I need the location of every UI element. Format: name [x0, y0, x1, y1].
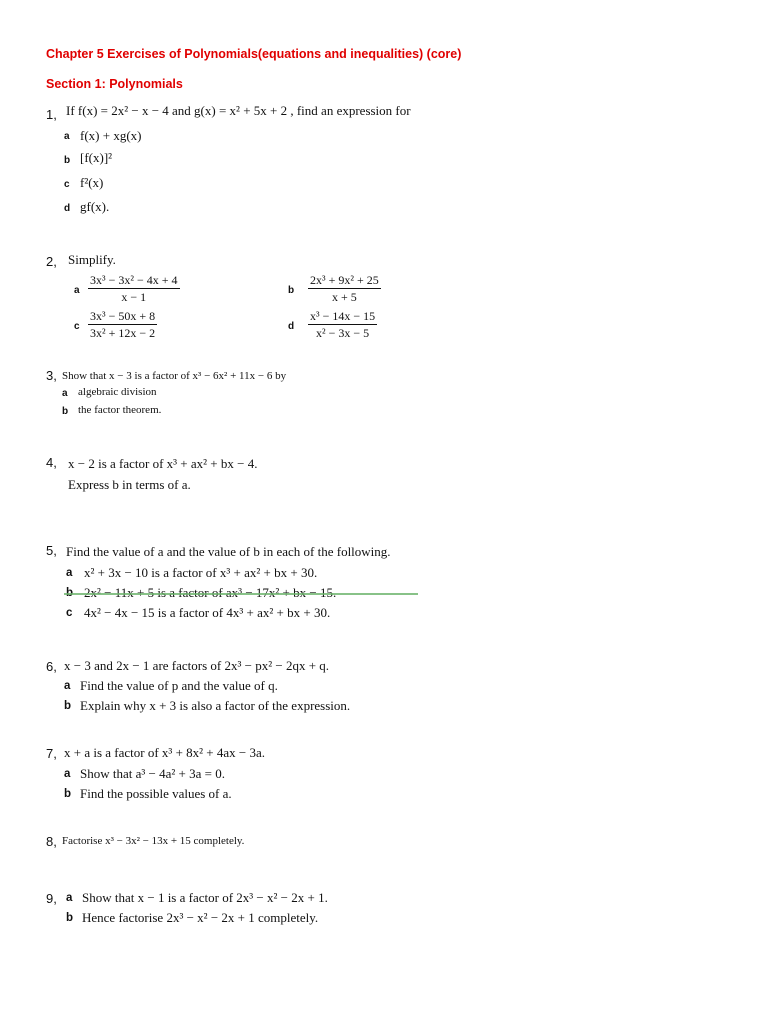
- q8-number: 8,: [46, 834, 57, 849]
- q7b-text: Find the possible values of a.: [80, 786, 232, 801]
- q9a-label: a: [66, 892, 73, 904]
- q9-number: 9,: [46, 891, 57, 906]
- q5b-strikethrough: [64, 593, 418, 595]
- q7a-text: Show that a³ − 4a² + 3a = 0.: [80, 766, 225, 781]
- q5c-text: 4x² − 4x − 15 is a factor of 4x³ + ax² + bx + 30.: [84, 605, 331, 620]
- q2d-label: d: [288, 321, 295, 332]
- q1c-label: c: [64, 179, 70, 190]
- q9b-label: b: [66, 912, 74, 924]
- q2d-numerator: x³ − 14x − 15: [310, 309, 376, 323]
- q5a-text: x² + 3x − 10 is a factor of x³ + ax² + bx + 30.: [84, 565, 318, 580]
- q5c-label: c: [66, 607, 73, 619]
- q7a-label: a: [64, 768, 71, 780]
- q6-stem: x − 3 and 2x − 1 are factors of 2x³ − px² − 2qx + q.: [64, 658, 330, 673]
- q2d-fraction: [308, 308, 377, 341]
- q7b-label: b: [64, 788, 72, 800]
- q3-stem: Show that x − 3 is a factor of x³ − 6x² + 11x − 6 by: [62, 370, 287, 382]
- q1c-text: f²(x): [80, 175, 104, 190]
- q5-number: 5,: [46, 543, 57, 558]
- q2a-denominator: x − 1: [121, 290, 147, 304]
- q2a-numerator: 3x³ − 3x² − 4x + 4: [90, 273, 178, 287]
- q2b-fraction: [308, 272, 381, 305]
- q2c-fraction: [88, 308, 157, 341]
- q6-number: 6,: [46, 659, 57, 674]
- q2a-label: a: [74, 285, 80, 296]
- q7-number: 7,: [46, 746, 57, 761]
- q3a-text: algebraic division: [78, 386, 157, 398]
- q2b-numerator: 2x³ + 9x² + 25: [310, 273, 379, 287]
- q4-number: 4,: [46, 455, 57, 470]
- q4-line2: Express b in terms of a.: [68, 477, 191, 492]
- q6a-label: a: [64, 680, 71, 692]
- q1a-label: a: [64, 131, 70, 142]
- q5a-label: a: [66, 567, 73, 579]
- q5-stem: Find the value of a and the value of b in each of the following.: [66, 544, 391, 559]
- q8-stem: Factorise x³ − 3x² − 13x + 15 completely.: [62, 835, 245, 847]
- q9a-text: Show that x − 1 is a factor of 2x³ − x² − 2x + 1.: [82, 890, 328, 905]
- q6b-label: b: [64, 700, 72, 712]
- q4-line1: x − 2 is a factor of x³ + ax² + bx − 4.: [68, 456, 258, 471]
- q2b-label: b: [288, 285, 295, 296]
- section-title: Section 1: Polynomials: [46, 77, 183, 91]
- q6a-text: Find the value of p and the value of q.: [80, 678, 278, 693]
- q2d-denominator: x² − 3x − 5: [316, 326, 370, 340]
- q2c-denominator: 3x² + 12x − 2: [90, 326, 156, 340]
- q1-number: 1,: [46, 107, 57, 122]
- q3b-text: the factor theorem.: [78, 404, 162, 416]
- q2c-label: c: [74, 321, 80, 332]
- q9b-text: Hence factorise 2x³ − x² − 2x + 1 completely.: [82, 910, 319, 925]
- q6b-text: Explain why x + 3 is also a factor of the expression.: [80, 698, 351, 713]
- q7-stem: x + a is a factor of x³ + 8x² + 4ax − 3a.: [64, 745, 266, 760]
- chapter-title: Chapter 5 Exercises of Polynomials(equations and inequalities) (core): [46, 47, 462, 61]
- q2b-denominator: x + 5: [331, 290, 357, 304]
- q3-number: 3,: [46, 368, 57, 383]
- q1d-text: gf(x).: [80, 199, 110, 214]
- q2a-fraction: [88, 272, 180, 305]
- q1d-label: d: [64, 203, 71, 214]
- q1a-text: f(x) + xg(x): [80, 128, 142, 143]
- q1-stem: If f(x) = 2x² − x − 4 and g(x) = x² + 5x + 2 , find an expression for: [66, 103, 411, 118]
- q2c-numerator: 3x³ − 50x + 8: [90, 309, 156, 323]
- q1b-text: [f(x)]²: [80, 150, 113, 165]
- q1b-label: b: [64, 155, 71, 166]
- q3a-label: a: [62, 388, 68, 399]
- q2-stem: Simplify.: [68, 252, 116, 267]
- q3b-label: b: [62, 406, 69, 417]
- q2-number: 2,: [46, 254, 57, 269]
